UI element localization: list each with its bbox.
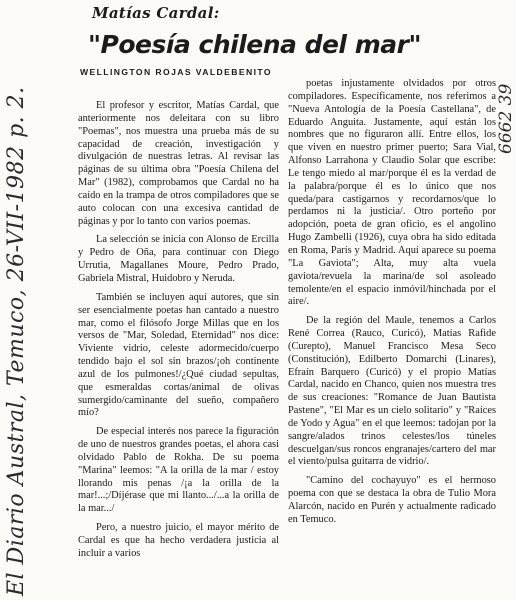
handwritten-source-note: El Diario Austral, Temuco, 26-VII-1982 p. 2.	[4, 86, 29, 596]
paragraph: De especial interés nos parece la figuración de uno de nuestros grandes poetas, el ahora casi olvidado Pablo de Rokha. De su poema "Marina" leemos: "A la orilla de la mar / estoy llorando mis penas /¡a la orilla de la mar!...;/Díjérase que mi llanto.../...a la orilla de la mar.../	[78, 426, 279, 515]
paragraph: De la región del Maule, tenemos a Carlos René Correa (Rauco, Curicó), Matías Rafide (Curepto), Manuel Francisco Mesa Seco (Constitución), Edilberto Domarchi (Linares), Efraín Barquero (Curicó) y el propio Matías Cardal, nacido en Chanco, quien nos muestra tres de sus creaciones: "Romance de Juan Bautista Pastene", "El Mar es un cielo solitario" y "Raíces de Yodo y Agua" en el que leemos: tadojan por la sangre/alados trinos celestes/los túneles descuelgan/sus roncos engranajes/cartero del mar el viento/pulsa guitarra de vidrio/.	[288, 315, 496, 468]
paragraph: También se incluyen aquí autores, que sin ser esencialmente poetas han cantado a nuestro mar, como el filósofo Jorge Millas que en los versos de "Mar, Soledad, Eternidad" nos dice: Viviente vidrio, celeste adormecido/cuerpo tendido bajo el sol sin brazos/¡oh continente azul de los pulmones!/¿Qué ciudad sepultas, que esmeraldas cortas/animal de olivas sumergido/caminante del sueño, compañero mío?	[78, 291, 279, 419]
handwritten-catalog-number: 6662 39	[496, 83, 516, 154]
article-headline: "Poesía chilena del mar"	[88, 30, 421, 59]
paragraph: "Camino del cochayuyo" es el hermoso poema con que se destaca la obra de Tulio Mora Alarcón, nacido en Purén y actualmente radicado en Temuco.	[288, 475, 496, 525]
paragraph: poetas injustamente olvidados por otros compiladores. Específicamente, nos referimos a "Nueva Antología de la Poesía Castellana", de Eduardo Anguita. Justamente, aquí están los nombres que no figuraron allí. Entre ellos, los que viven en nuestro primer puerto; Sara Vial, Alfonso Larrahona y Claudio Solar que escribe: Le tengo miedo al mar/porque él es la verdad de la palabra/porque él es lo único que nos queda/para castigarnos y recordarnos/que lo perdamos ni la justicia/. Otro porteño por adopción, poeta de gran oficio, es el angolino Hugo Zambelli (1926), cuya obra ha sido editada en Roma, París y Madrid. Aquí aparece su poema "La Gaviota"; Alta, muy alta vuela gaviota/revuela la marina/de sol asoleado temolente/en el espacio inmóvil/hinchada por el aire/.	[288, 78, 496, 308]
right-column	[288, 78, 496, 527]
article-byline: WELLINGTON ROJAS VALDEBENITO	[80, 67, 272, 77]
paragraph: La selección se inicia con Alonso de Ercilla y Pedro de Oña, para continuar con Diego Urrutia, Magallanes Moure, Pedro Prado, Gabriela Mistral, Huidobro y Neruda.	[78, 234, 279, 284]
paragraph: Pero, a nuestro juicio, el mayor mérito de Cardal es que ha hecho verdadera justicia al incluir a varios	[78, 522, 279, 559]
paragraph: El profesor y escritor, Matías Cardal, que anteriormente nos deleitara con su libro "Poemas", nos muestra una prueba más de su capacidad de creación, investigación y divulgación de nuestras letras. Al revisar las páginas de su última obra "Poesía Chilena del Mar" (1982), comprobamos que Cardal no ha caído en la trampa de otros compiladores que se auto colocan con una excesiva cantidad de páginas y por lo tanto con varios poemas.	[78, 100, 279, 227]
article-kicker: Matías Cardal:	[92, 4, 220, 22]
left-column	[78, 100, 279, 561]
